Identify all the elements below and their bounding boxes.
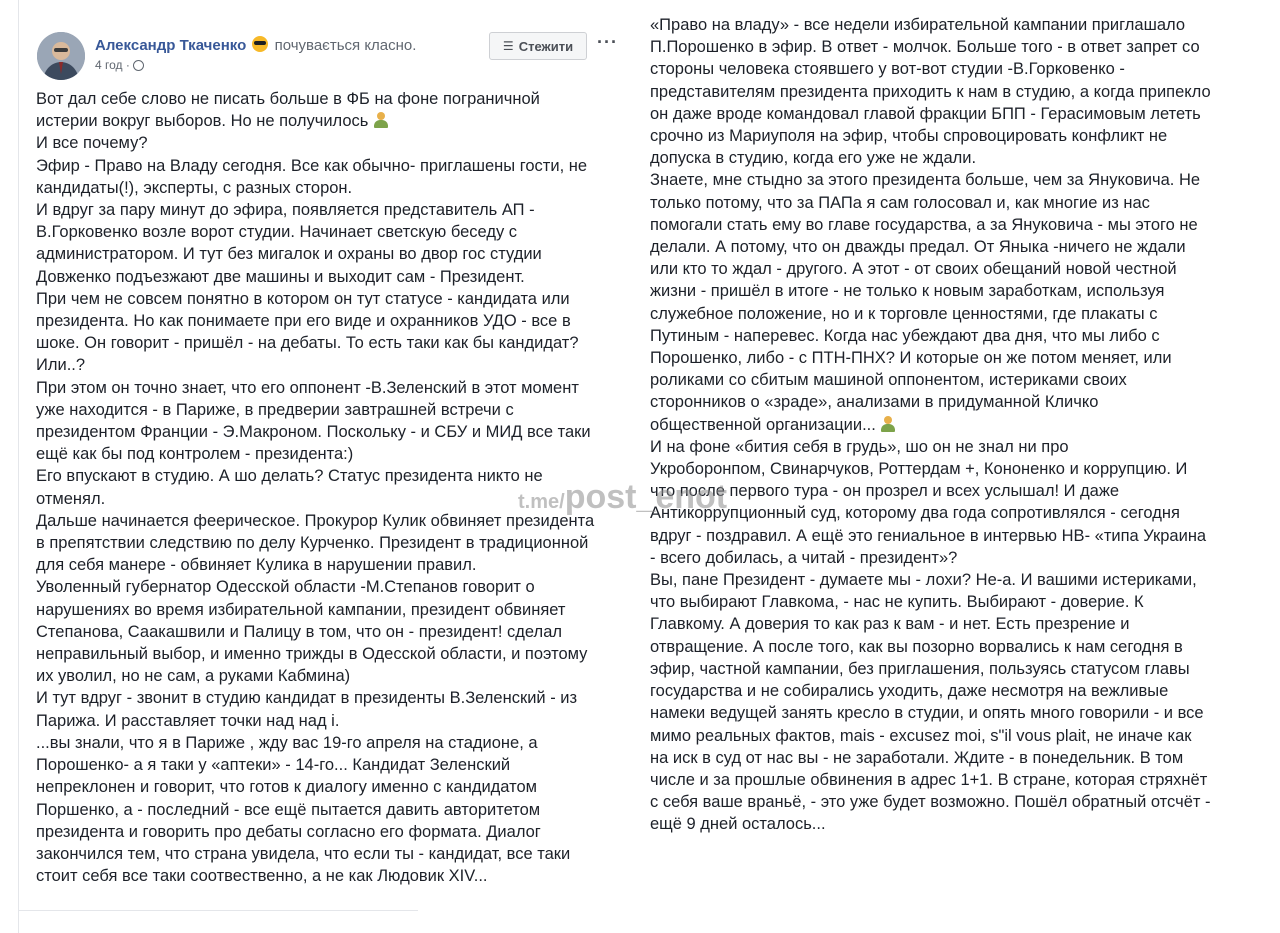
text-line: общественной организации... — [650, 414, 1272, 436]
text-line: сторонников о «зраде», анализами в придуманной Кличко — [650, 393, 1099, 412]
follow-label: Стежити — [518, 38, 574, 54]
text-line: уже находится - в Париже, в предверии завтрашней встречи с — [36, 400, 514, 419]
text-line: допуска в студию, когда его уже не ждали. — [650, 149, 977, 168]
author-line — [95, 36, 416, 54]
text-line: Главкому. А доверия то как раз к вам - и нет. Есть презрение и — [650, 615, 1130, 634]
text-line: истерии вокруг выборов. Но не получилось — [36, 110, 621, 132]
text-line: И тут вдруг - звонит в студию кандидат в президенты В.Зеленский - из — [36, 689, 578, 708]
text-line: При этом он точно знает, что его оппонент -В.Зеленский в этот момент — [36, 378, 579, 397]
left-post-column — [18, 0, 621, 933]
text-line: мимо реальных фактов, mais - excusez moi, s"il vous plait, не иначе как — [650, 726, 1192, 745]
globe-icon — [133, 60, 144, 71]
text-line: И на фоне «бития себя в грудь», шо он не знал ни про — [650, 437, 1069, 456]
right-post-column — [642, 0, 1272, 933]
text-line: И все почему? — [36, 134, 148, 153]
text-line: Укроборонпом, Свинарчуков, Роттердам +, Кононенко и коррупцию. И — [650, 460, 1188, 479]
post-header — [19, 0, 621, 88]
post-body-right — [642, 0, 1272, 836]
feeling-text: почувається класно. — [274, 37, 417, 54]
text-line: президента. Но как понимаете при его виде и охранников УДО - все в — [36, 312, 571, 331]
text-line: роликами со сбитым машиной оппонентом, истериками своих — [650, 371, 1127, 390]
text-line: неправильный выбор, и именно трижды в Одесской области, и поэтому — [36, 645, 588, 664]
text-line: жизни - пришёл в итоге - не только к новым заработкам, используя — [650, 282, 1165, 301]
text-line: ещё 9 дней осталось... — [650, 815, 826, 834]
text-line: срочно из Мариуполя на эфир, чтобы спровоцировать конфликт не — [650, 127, 1168, 146]
text-line: Поршенко, а - последний - все ещё пытается давить авторитетом — [36, 800, 541, 819]
text-line: И вдруг за пару минут до эфира, появляется представитель АП - — [36, 201, 535, 220]
text-line: с себя ваше враньё, - это уже будет возможно. Пошёл обратный отсчёт - — [650, 793, 1211, 812]
text-line: Дальше начинается феерическое. Прокурор Кулик обвиняет президента — [36, 511, 595, 530]
text-line: их уволил, но не сам, а руками Кабмина) — [36, 667, 351, 686]
text-line: закончился тем, что страна увидела, что если ты - кандидат, все таки — [36, 844, 571, 863]
person-emoji-icon — [880, 416, 895, 432]
text-line: Путиным - наперевес. Когда нас убеждают два дня, что мы либо с — [650, 326, 1160, 345]
text-line: президента и говорить про дебаты согласно его формата. Диалог — [36, 822, 541, 841]
divider — [18, 910, 418, 919]
text-line: эфир, частной кампании, без приглашения, пользуясь статусом главы — [650, 659, 1190, 678]
watermark-prefix: t.me/ — [518, 491, 565, 513]
text-line: Довженко подъезжают две машины и выходит сам - Президент. — [36, 267, 525, 286]
text-line: ещё как бы под контролем - президента:) — [36, 445, 354, 464]
text-line: что после первого тура - он прозрел и всех услышал! И даже — [650, 482, 1120, 501]
text-line: отменял. — [36, 489, 106, 508]
text-line: В.Горковенко возле ворот студии. Начинает светскую беседу с — [36, 223, 518, 242]
text-line: только потому, что за ПАПа я сам голосовал и, как многие из нас — [650, 193, 1150, 212]
text-line: администратором. И тут без мигалок и охраны во двор гос студии — [36, 245, 542, 264]
text-line: государства и не собирались уходить, даже несмотря на вежливые — [650, 682, 1169, 701]
text-line: шоке. Он говорит - пришёл - на дебаты. То есть таки как бы кандидат? — [36, 334, 579, 353]
text-line: президентом Франции - Э.Макроном. Поскольку - и СБУ и МИД все таки — [36, 423, 591, 442]
post-body-left — [19, 88, 621, 887]
text-line: отвращение. А после того, как вы позорно ворвались к нам сегодня в — [650, 637, 1183, 656]
text-line: помогали стать ему во главе государства, а за Януковича - мы этого не — [650, 215, 1198, 234]
text-line: Степанова, Саакашвили и Палицу в том, что он - президент! сделал — [36, 622, 562, 641]
text-line: При чем не совсем понятно в котором он тут статусе - кандидата или — [36, 289, 570, 308]
text-line: «Право на владу» - все недели избирательной кампании приглашало — [650, 16, 1186, 34]
rss-icon: ☰ — [502, 39, 514, 53]
text-line: в препятствии следствию по делу Курченко. Президент в традиционной — [36, 534, 589, 553]
text-line: стоит себя все таки соотвественно, а не как Людовик XIV... — [36, 867, 488, 886]
text-line: делали. А потому, что он дважды предал. От Яныка -ничего не ждали — [650, 238, 1186, 257]
text-line: Порошенко, либо - с ПТН-ПНХ? И которые он же потом меняет, или — [650, 349, 1172, 368]
text-line: ...вы знали, что я в Париже , жду вас 19-го апреля на стадионе, а — [36, 733, 538, 752]
text-line: Антикоррупционный суд, которому два года сопротивлялся - сегодня — [650, 504, 1180, 523]
text-line: представителям президента приходить к нам в студию, а когда припекло — [650, 82, 1211, 101]
more-options-icon[interactable]: ··· — [597, 32, 618, 52]
text-line: П.Порошенко в эфир. В ответ - молчок. Больше того - в ответ запрет со — [650, 38, 1200, 57]
text-line: Знаете, мне стыдно за этого президента больше, чем за Януковича. Не — [650, 171, 1201, 190]
text-line: Вы, пане Президент - думаете мы - лохи? Не-а. И вашими истериками, — [650, 571, 1197, 590]
text-line: или кто то ждал - другого. А этот - от своих обещаний новой честной — [650, 260, 1177, 279]
text-line: он даже вроде командовал главой фракции БПП - Герасимовым лететь — [650, 104, 1201, 123]
post-time[interactable]: 4 год · — [95, 58, 130, 72]
text-line: - всего добилась, а читай - президент»? — [650, 548, 958, 567]
text-line: для себя манере - обвиняет Кулика в нарушении правил. — [36, 556, 477, 575]
text-line: что выбирают Главкома, - нас не купить. Выбирают - доверие. К — [650, 593, 1144, 612]
text-line: Вот дал себе слово не писать больше в ФБ на фоне пограничной — [36, 90, 540, 108]
text-line: Или..? — [36, 356, 86, 375]
text-line: числе и за прошлые обвинения в адрес 1+1. В стране, которая стряхнёт — [650, 770, 1208, 789]
post-meta — [95, 58, 144, 72]
watermark-main: post_enot — [564, 478, 728, 516]
text-line: служебное положение, но и к торговле ценностями, где плакаты с — [650, 304, 1158, 323]
text-line: Парижа. И расставляет точки над над і. — [36, 711, 340, 730]
avatar[interactable] — [37, 32, 85, 80]
text-line: кандидаты(!), эксперты, с разных сторон. — [36, 178, 353, 197]
text-line: нарушениях во время избирательной кампании, президент обвиняет — [36, 600, 566, 619]
text-line: непреклонен и говорит, что готов к диалогу именно с кандидатом — [36, 778, 538, 797]
text-line: Порошенко- а я таки у «аптеки» - 14-го... Кандидат Зеленский — [36, 756, 511, 775]
text-line: Уволенный губернатор Одесской области -М.Степанов говорит о — [36, 578, 535, 597]
text-line: Эфир - Право на Владу сегодня. Все как обычно- приглашены гости, не — [36, 156, 588, 175]
text-line: намеки ведущей занять кресло в студии, и опять много говорили - и все — [650, 704, 1204, 723]
author-name[interactable]: Александр Ткаченко — [95, 37, 247, 54]
text-line: Его впускают в студию. А шо делать? Статус президента никто не — [36, 467, 543, 486]
cool-face-icon — [252, 36, 268, 52]
text-line: на иск в суд от нас вы - не заработали. Ждите - в понедельник. В том — [650, 748, 1184, 767]
person-emoji-icon — [373, 112, 388, 128]
follow-button[interactable] — [489, 32, 587, 60]
text-line: стороны человека стоявшего у вот-вот студии -В.Горковенко - — [650, 60, 1125, 79]
text-line: вдруг - поздравил. А ещё это гениальное в интервью НВ- «типа Украина — [650, 526, 1207, 545]
